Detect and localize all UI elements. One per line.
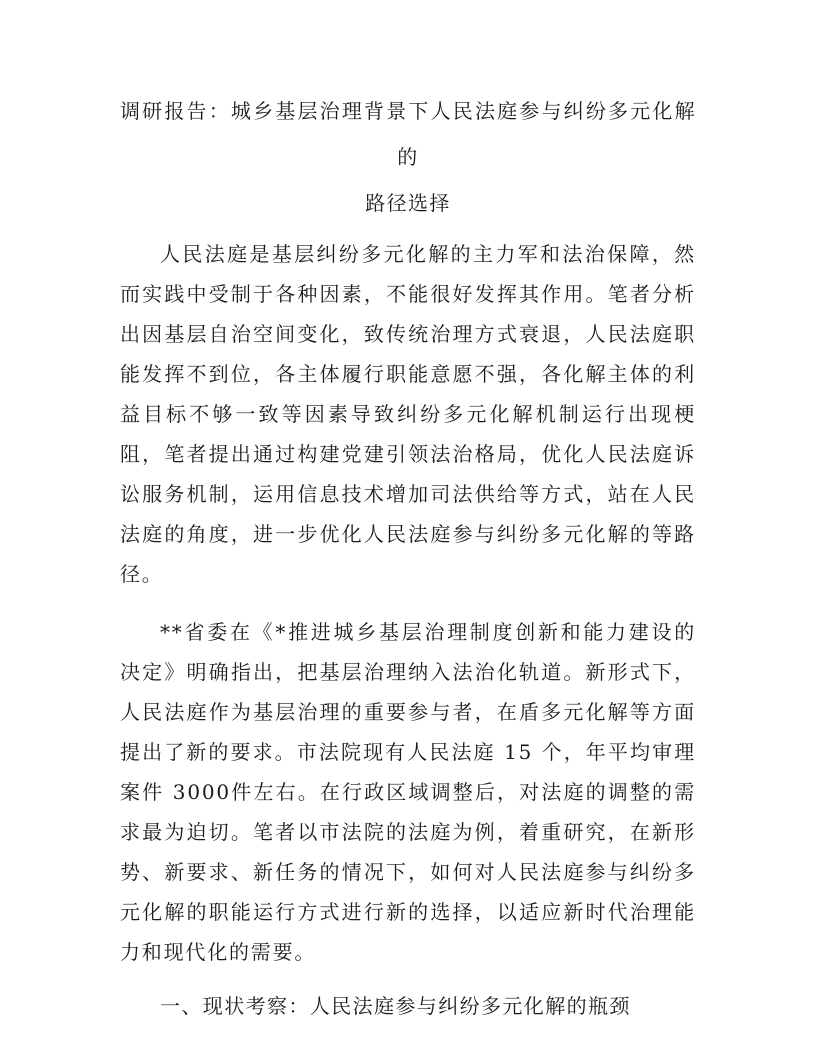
paragraph-abstract: 人民法庭是基层纠纷多元化解的主力军和法治保障，然而实践中受制于各种因素，不能很好发挥其作用。笔者分析出因基层自治空间变化，致传统治理方式衰退，人民法庭职能发挥不到位，各主体履行职能意愿不强，各化解主体的利益目标不够一致等因素导致纠纷多元化解机制运行出现梗阻，笔者提出通过构建党建引领法治格局，优化人民法庭诉讼服务机制，运用信息技术增加司法供给等方式，站在人民法庭的角度，进一步优化人民法庭参与纠纷多元化解的等路径。 — [120, 242, 696, 586]
title-line-1: 调研报告：城乡基层治理背景下人民法庭参与纠纷多元化解的 — [120, 99, 696, 169]
document-title — [120, 88, 696, 226]
section-heading: 一、现状考察：人民法庭参与纠纷多元化解的瓶颈 — [160, 994, 631, 1018]
title-line-2: 路径选择 — [365, 191, 451, 215]
paragraph-background: **省委在《*推进城乡基层治理制度创新和能力建设的决定》明确指出，把基层治理纳入法治化轨道。新形式下，人民法庭作为基层治理的重要参与者，在盾多元化解等方面提出了新的要求。市法院现有人民法庭 15 个，年平均审理案件 3000件左右。在行政区域调整后，对法庭的调整的需求最为迫切。笔者以市法院的法庭为例，着重研究，在新形势、新要求、新任务的情况下，如何对人民法庭参与纠纷多元化解的职能运行方式进行新的选择，以适应新时代治理能力和现代化的需要。 — [120, 620, 696, 964]
document-body — [120, 88, 696, 1026]
